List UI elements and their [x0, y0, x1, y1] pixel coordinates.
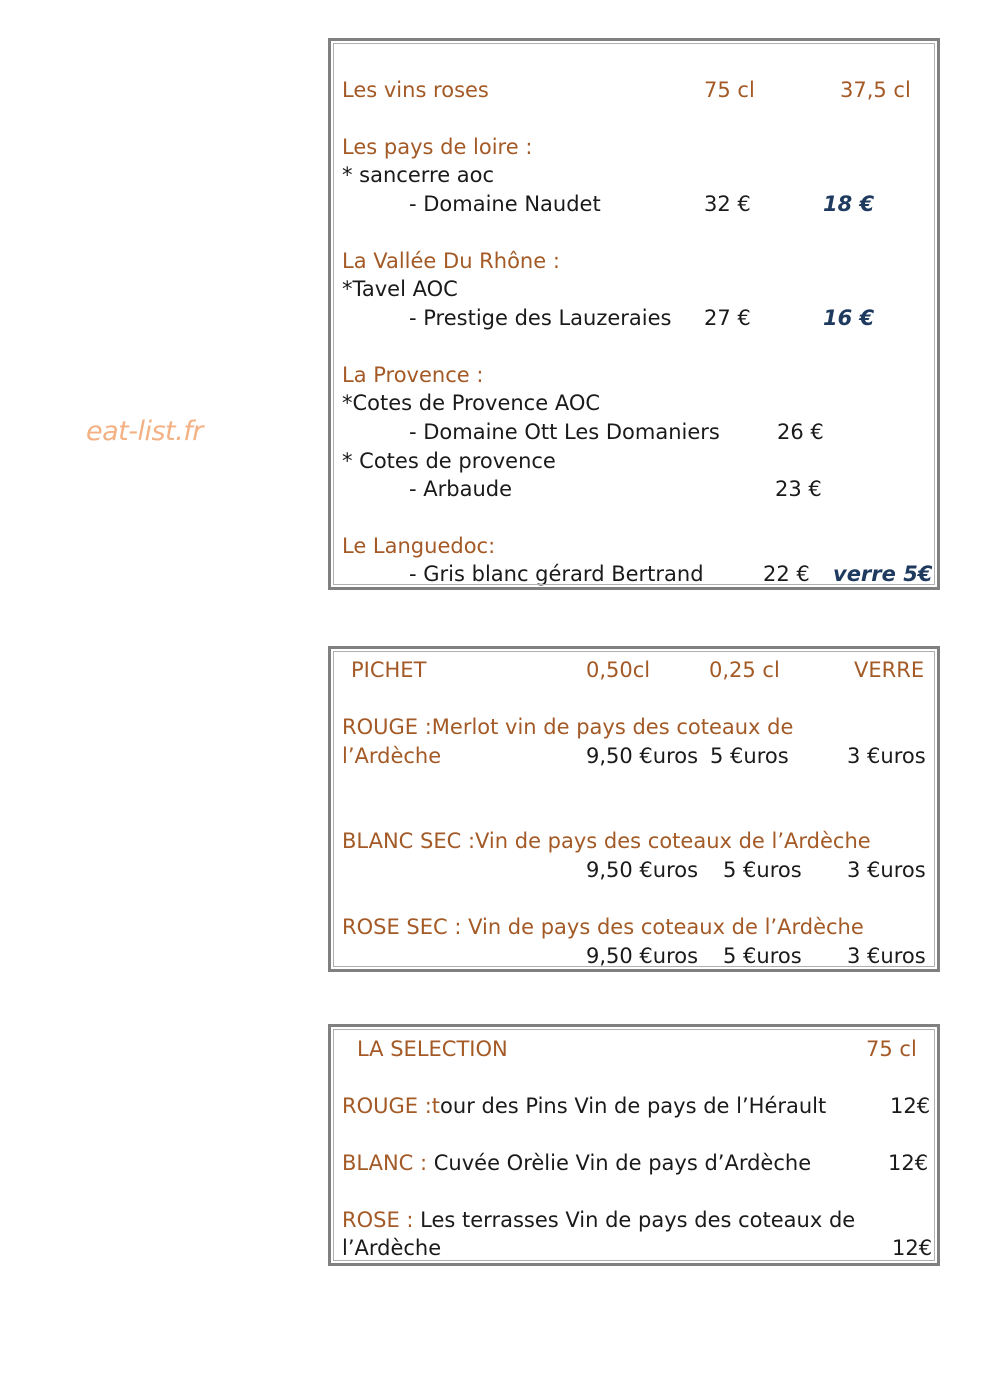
appellation-sancerre: * sancerre aoc	[342, 163, 495, 187]
pichet-rouge-label-cont: l’Ardèche	[342, 744, 442, 768]
selection-rouge-price: 12€	[890, 1094, 931, 1118]
wine-domaine-naudet: - Domaine Naudet	[409, 192, 601, 216]
selection-rose-text-cont: l’Ardèche	[342, 1236, 442, 1260]
roses-col-75cl: 75 cl	[704, 78, 755, 102]
price-domaine-ott: 26 €	[777, 420, 824, 444]
selection-rose-text: Les terrasses Vin de pays des coteaux de	[413, 1208, 856, 1232]
pichet-col-50cl: 0,50cl	[586, 658, 651, 682]
wine-prestige-lauzeraies: - Prestige des Lauzeraies	[409, 306, 672, 330]
wine-gris-blanc: - Gris blanc gérard Bertrand	[409, 562, 704, 586]
pichet-rouge-label: ROUGE :Merlot vin de pays des coteaux de	[342, 715, 794, 739]
selection-blanc-text: Cuvée Orèlie Vin de pays d’Ardèche	[427, 1151, 812, 1175]
selection-blanc-price: 12€	[888, 1151, 929, 1175]
selection-rose	[342, 1208, 855, 1232]
selection-section	[328, 1024, 940, 1266]
selection-rouge	[342, 1094, 826, 1118]
pichet-rouge-price-25: 5 €uros	[710, 744, 789, 768]
selection-blanc	[342, 1151, 811, 1175]
region-rhone: La Vallée Du Rhône :	[342, 249, 560, 273]
watermark: eat-list.fr	[86, 416, 203, 447]
selection-rose-price: 12€	[892, 1236, 933, 1260]
appellation-cotes-provence-aoc: *Cotes de Provence AOC	[342, 391, 601, 415]
pichet-col-verre: VERRE	[854, 658, 925, 682]
price-arbaude: 23 €	[775, 477, 822, 501]
roses-wine-section	[328, 38, 940, 590]
price-naudet-75: 32 €	[704, 192, 751, 216]
pichet-blanc-price-25: 5 €uros	[723, 858, 802, 882]
pichet-rose-price-50: 9,50 €uros	[586, 944, 699, 968]
price-lauzeraies-75: 27 €	[704, 306, 751, 330]
pichet-rose-label: ROSE SEC : Vin de pays des coteaux de l’Ardèche	[342, 915, 864, 939]
wine-arbaude: - Arbaude	[409, 477, 513, 501]
selection-blanc-prefix: BLANC :	[342, 1151, 428, 1175]
selection-rouge-prefix: ROUGE :t	[342, 1094, 441, 1118]
price-gris-blanc: 22 €	[763, 562, 810, 586]
pichet-blanc-label: BLANC SEC :Vin de pays des coteaux de l’Ardèche	[342, 829, 871, 853]
region-provence: La Provence :	[342, 363, 484, 387]
price-gris-blanc-glass: verre 5€	[833, 562, 933, 586]
pichet-col-25cl: 0,25 cl	[709, 658, 780, 682]
pichet-blanc-price-50: 9,50 €uros	[586, 858, 699, 882]
pichet-section	[328, 646, 940, 972]
region-loire: Les pays de loire :	[342, 135, 533, 159]
region-languedoc: Le Languedoc:	[342, 534, 496, 558]
selection-rouge-text: our des Pins Vin de pays de l’Hérault	[440, 1094, 827, 1118]
pichet-rouge-price-verre: 3 €uros	[847, 744, 926, 768]
roses-title: Les vins roses	[342, 78, 489, 102]
price-lauzeraies-37: 16 €	[823, 306, 875, 330]
selection-col-75cl: 75 cl	[866, 1037, 917, 1061]
appellation-tavel: *Tavel AOC	[342, 277, 458, 301]
price-naudet-37: 18 €	[823, 192, 875, 216]
appellation-cotes-provence: * Cotes de provence	[342, 449, 556, 473]
selection-title: LA SELECTION	[357, 1037, 508, 1061]
pichet-blanc-price-verre: 3 €uros	[847, 858, 926, 882]
wine-domaine-ott: - Domaine Ott Les Domaniers	[409, 420, 720, 444]
pichet-rouge-price-50: 9,50 €uros	[586, 744, 699, 768]
pichet-rose-price-25: 5 €uros	[723, 944, 802, 968]
pichet-title: PICHET	[351, 658, 427, 682]
selection-rose-prefix: ROSE :	[342, 1208, 414, 1232]
roses-col-37cl: 37,5 cl	[840, 78, 911, 102]
pichet-rose-price-verre: 3 €uros	[847, 944, 926, 968]
